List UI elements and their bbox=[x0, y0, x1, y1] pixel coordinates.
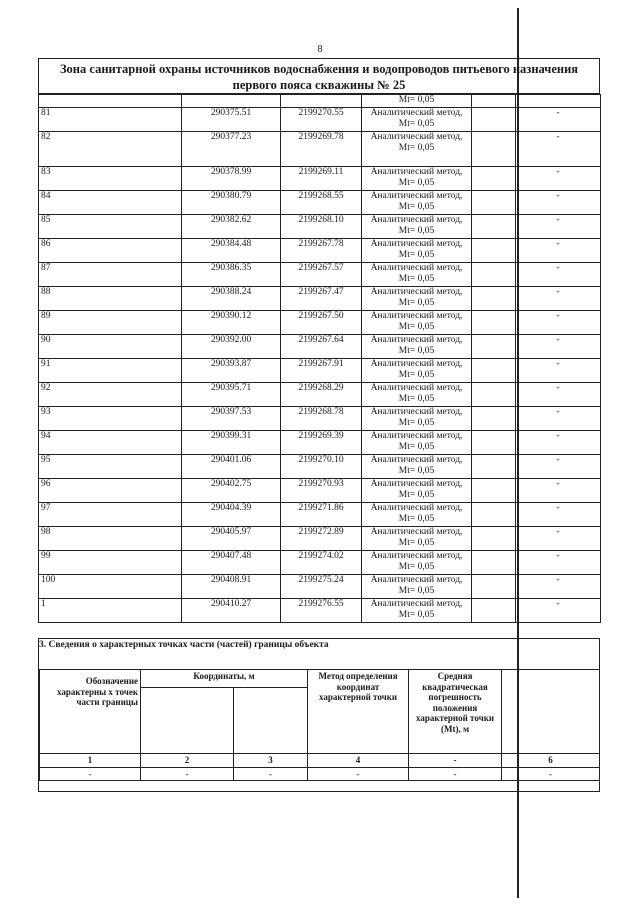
cell-method bbox=[362, 286, 472, 310]
cell-empty bbox=[472, 598, 516, 622]
table-row bbox=[39, 502, 601, 526]
cell-empty bbox=[472, 131, 516, 166]
table-row bbox=[39, 131, 601, 166]
method-line1: Аналитический метод, bbox=[370, 574, 463, 585]
cell-num: 90 bbox=[39, 334, 182, 358]
cell-method bbox=[362, 550, 472, 574]
cell-num: 82 bbox=[39, 131, 182, 166]
cell-x: 290378.99 bbox=[182, 166, 281, 190]
cell-y: 2199268.78 bbox=[281, 406, 362, 430]
table-row bbox=[39, 107, 601, 131]
cell-dash: - bbox=[516, 574, 601, 598]
method-line1: Аналитический метод, bbox=[370, 310, 463, 321]
cell-dash: - bbox=[516, 310, 601, 334]
method-line1: Аналитический метод, bbox=[370, 262, 463, 273]
cell-dash: - bbox=[516, 107, 601, 131]
cell-x: 290377.23 bbox=[182, 131, 281, 166]
cell-y: 2199267.47 bbox=[281, 286, 362, 310]
cell-method bbox=[362, 406, 472, 430]
cell-y: 2199276.55 bbox=[281, 598, 362, 622]
cell-dash: - bbox=[516, 131, 601, 166]
cell-y: 2199267.91 bbox=[281, 358, 362, 382]
cell-num: 91 bbox=[39, 358, 182, 382]
cell-empty bbox=[472, 262, 516, 286]
cell-num: 86 bbox=[39, 238, 182, 262]
method-line2: Мt= 0,05 bbox=[398, 370, 435, 380]
method-line1: Аналитический метод, bbox=[370, 478, 463, 489]
cell-empty bbox=[472, 574, 516, 598]
method-line2: Мt= 0,05 bbox=[398, 250, 435, 260]
method-line1: Аналитический метод, bbox=[370, 131, 463, 142]
method-line2: Мt= 0,05 bbox=[398, 562, 435, 572]
cell-method bbox=[362, 358, 472, 382]
value-dash: - bbox=[40, 767, 141, 781]
cell-y: 2199267.78 bbox=[281, 238, 362, 262]
cell-x: 290410.27 bbox=[182, 598, 281, 622]
method-line1: Аналитический метод, bbox=[370, 430, 463, 441]
column-number: - bbox=[409, 754, 502, 768]
table-row bbox=[39, 454, 601, 478]
cell-num: 98 bbox=[39, 526, 182, 550]
cell-method bbox=[362, 131, 472, 166]
table-row bbox=[39, 334, 601, 358]
table-row-top bbox=[39, 95, 601, 108]
cell-empty bbox=[472, 430, 516, 454]
cell-num: 100 bbox=[39, 574, 182, 598]
table-row bbox=[39, 214, 601, 238]
cell-empty bbox=[472, 550, 516, 574]
table-row bbox=[39, 574, 601, 598]
table-row bbox=[39, 286, 601, 310]
cell-method bbox=[362, 262, 472, 286]
header-coordinates: Координаты, м bbox=[141, 670, 308, 688]
cell-y: 2199268.29 bbox=[281, 382, 362, 406]
cell-x: 290407.48 bbox=[182, 550, 281, 574]
method-line2: Мt= 0,05 bbox=[398, 610, 435, 620]
cell-empty bbox=[472, 166, 516, 190]
method-line2: Мt= 0,05 bbox=[398, 586, 435, 596]
method-line1: Аналитический метод, bbox=[370, 502, 463, 513]
cell-x: 290390.12 bbox=[182, 310, 281, 334]
table-row bbox=[39, 262, 601, 286]
cell-y: 2199268.10 bbox=[281, 214, 362, 238]
value-dash: - bbox=[409, 767, 502, 781]
cell-empty bbox=[472, 478, 516, 502]
cell-y: 2199269.39 bbox=[281, 430, 362, 454]
document-title: Зона санитарной охраны источников водоснабжения и водопроводов питьевого назначения первого пояса скважины № 25 bbox=[38, 58, 600, 94]
column-numbers-row bbox=[40, 754, 600, 768]
cell-dash: - bbox=[516, 406, 601, 430]
cell-y: 2199269.11 bbox=[281, 166, 362, 190]
value-dash: - bbox=[502, 767, 600, 781]
section3-title: 3. Сведения о характерных точках части (частей) границы объекта bbox=[39, 640, 329, 650]
table-row bbox=[39, 310, 601, 334]
column-number: 2 bbox=[141, 754, 234, 768]
table-row bbox=[39, 478, 601, 502]
cell-method bbox=[362, 382, 472, 406]
header-y bbox=[234, 688, 308, 754]
cell-x: 290393.87 bbox=[182, 358, 281, 382]
cell-num: 87 bbox=[39, 262, 182, 286]
cell-x: 290402.75 bbox=[182, 478, 281, 502]
cell-empty bbox=[472, 107, 516, 131]
cell-dash: - bbox=[516, 502, 601, 526]
cell-empty bbox=[472, 286, 516, 310]
cell-dash: - bbox=[516, 478, 601, 502]
cell-dash bbox=[516, 95, 601, 108]
cell-y: 2199270.10 bbox=[281, 454, 362, 478]
cell-x: 290405.97 bbox=[182, 526, 281, 550]
points-table-body bbox=[39, 95, 601, 623]
cell-dash: - bbox=[516, 286, 601, 310]
header-designation: Обозначение характерны х точек части границы bbox=[40, 670, 141, 754]
table-row bbox=[39, 598, 601, 622]
method-line2: Мt= 0,05 bbox=[398, 202, 435, 212]
cell-empty bbox=[472, 406, 516, 430]
table-row bbox=[39, 190, 601, 214]
cell-num: 94 bbox=[39, 430, 182, 454]
cell-dash: - bbox=[516, 166, 601, 190]
method-line1: Аналитический метод, bbox=[370, 214, 463, 225]
cell-y: 2199275.24 bbox=[281, 574, 362, 598]
table-row bbox=[39, 430, 601, 454]
cell-empty bbox=[472, 526, 516, 550]
cell-num: 96 bbox=[39, 478, 182, 502]
table-row bbox=[39, 358, 601, 382]
cell-empty bbox=[472, 502, 516, 526]
cell-empty bbox=[472, 238, 516, 262]
cell-empty bbox=[472, 310, 516, 334]
cell-method: Мt= 0,05 bbox=[362, 95, 472, 108]
method-line1: Аналитический метод, bbox=[370, 166, 463, 177]
method-line1: Аналитический метод, bbox=[370, 454, 463, 465]
method-line2: Мt= 0,05 bbox=[398, 298, 435, 308]
cell-y bbox=[281, 95, 362, 108]
method-line1: Аналитический метод, bbox=[370, 598, 463, 609]
cell-y: 2199269.78 bbox=[281, 131, 362, 166]
table-row bbox=[39, 526, 601, 550]
cell-x bbox=[182, 95, 281, 108]
column-number: 4 bbox=[308, 754, 409, 768]
cell-dash: - bbox=[516, 238, 601, 262]
cell-x: 290386.35 bbox=[182, 262, 281, 286]
points-table bbox=[38, 94, 601, 623]
cell-num: 1 bbox=[39, 598, 182, 622]
header-x bbox=[141, 688, 234, 754]
method-line2: Мt= 0,05 bbox=[398, 226, 435, 236]
cell-num: 99 bbox=[39, 550, 182, 574]
cell-x: 290375.51 bbox=[182, 107, 281, 131]
cell-empty bbox=[472, 382, 516, 406]
cell-method bbox=[362, 310, 472, 334]
section3 bbox=[38, 638, 600, 792]
cell-num: 93 bbox=[39, 406, 182, 430]
cell-y: 2199271.86 bbox=[281, 502, 362, 526]
cell-num: 97 bbox=[39, 502, 182, 526]
method-line1: Аналитический метод, bbox=[370, 550, 463, 561]
header-error: Средняя квадратическая погрешность положения характерной точки (Мt), м bbox=[409, 670, 502, 754]
cell-num: 88 bbox=[39, 286, 182, 310]
method-line2: Мt= 0,05 bbox=[398, 274, 435, 284]
cell-empty bbox=[472, 190, 516, 214]
cell-empty bbox=[472, 454, 516, 478]
method-line1: Аналитический метод, bbox=[370, 358, 463, 369]
method-line1: Аналитический метод, bbox=[370, 526, 463, 537]
table-row bbox=[39, 166, 601, 190]
table-row bbox=[39, 406, 601, 430]
method-line1: Аналитический метод, bbox=[370, 190, 463, 201]
cell-num: 84 bbox=[39, 190, 182, 214]
method-line2: Мt= 0,05 bbox=[398, 418, 435, 428]
method-line1: Аналитический метод, bbox=[370, 286, 463, 297]
method-line2: Мt= 0,05 bbox=[398, 514, 435, 524]
value-dash: - bbox=[141, 767, 234, 781]
cell-dash: - bbox=[516, 598, 601, 622]
cell-dash: - bbox=[516, 334, 601, 358]
cell-num: 92 bbox=[39, 382, 182, 406]
cell-dash: - bbox=[516, 382, 601, 406]
cell-dash: - bbox=[516, 358, 601, 382]
section3-table bbox=[39, 669, 600, 781]
cell-num bbox=[39, 95, 182, 108]
header-empty bbox=[502, 670, 600, 754]
cell-dash: - bbox=[516, 214, 601, 238]
method-line2: Мt= 0,05 bbox=[398, 322, 435, 332]
method-line2: Мt= 0,05 bbox=[398, 466, 435, 476]
cell-dash: - bbox=[516, 550, 601, 574]
method-line2: Мt= 0,05 bbox=[398, 143, 435, 153]
cell-num: 89 bbox=[39, 310, 182, 334]
method-line1: Аналитический метод, bbox=[370, 107, 463, 118]
cell-method bbox=[362, 454, 472, 478]
cell-dash: - bbox=[516, 526, 601, 550]
cell-y: 2199267.50 bbox=[281, 310, 362, 334]
cell-y: 2199274.02 bbox=[281, 550, 362, 574]
cell-x: 290397.53 bbox=[182, 406, 281, 430]
cell-empty bbox=[472, 214, 516, 238]
cell-dash: - bbox=[516, 454, 601, 478]
cell-x: 290380.79 bbox=[182, 190, 281, 214]
cell-dash: - bbox=[516, 430, 601, 454]
method-line2: Мt= 0,05 bbox=[398, 178, 435, 188]
cell-y: 2199268.55 bbox=[281, 190, 362, 214]
cell-method bbox=[362, 107, 472, 131]
table-row bbox=[39, 382, 601, 406]
cell-num: 85 bbox=[39, 214, 182, 238]
column-number: 6 bbox=[502, 754, 600, 768]
cell-method bbox=[362, 478, 472, 502]
cell-x: 290408.91 bbox=[182, 574, 281, 598]
cell-method bbox=[362, 238, 472, 262]
cell-num: 83 bbox=[39, 166, 182, 190]
cell-method bbox=[362, 598, 472, 622]
cell-empty bbox=[472, 334, 516, 358]
cell-x: 290388.24 bbox=[182, 286, 281, 310]
cell-x: 290404.39 bbox=[182, 502, 281, 526]
column-number: 1 bbox=[40, 754, 141, 768]
cell-dash: - bbox=[516, 190, 601, 214]
cell-num: 95 bbox=[39, 454, 182, 478]
values-row bbox=[40, 767, 600, 781]
page-number: 8 bbox=[317, 44, 323, 55]
method-line2: Мt= 0,05 bbox=[398, 394, 435, 404]
cell-method bbox=[362, 526, 472, 550]
method-line2: Мt= 0,05 bbox=[398, 442, 435, 452]
cell-method bbox=[362, 190, 472, 214]
method-line2: Мt= 0,05 bbox=[398, 538, 435, 548]
method-line1: Аналитический метод, bbox=[370, 334, 463, 345]
cell-method bbox=[362, 166, 472, 190]
method-line2: Мt= 0,05 bbox=[398, 490, 435, 500]
header-method: Метод определения координат характерной точки bbox=[308, 670, 409, 754]
cell-method bbox=[362, 430, 472, 454]
cell-num: 81 bbox=[39, 107, 182, 131]
cell-y: 2199270.93 bbox=[281, 478, 362, 502]
cell-y: 2199272.89 bbox=[281, 526, 362, 550]
method-line1: Аналитический метод, bbox=[370, 382, 463, 393]
cell-empty bbox=[472, 95, 516, 108]
value-dash: - bbox=[234, 767, 308, 781]
cell-dash: - bbox=[516, 262, 601, 286]
cell-method bbox=[362, 574, 472, 598]
cell-x: 290399.31 bbox=[182, 430, 281, 454]
cell-x: 290392.00 bbox=[182, 334, 281, 358]
cell-x: 290395.71 bbox=[182, 382, 281, 406]
cell-method bbox=[362, 214, 472, 238]
value-dash: - bbox=[308, 767, 409, 781]
cell-y: 2199267.57 bbox=[281, 262, 362, 286]
cell-x: 290401.06 bbox=[182, 454, 281, 478]
cell-method bbox=[362, 334, 472, 358]
table-row bbox=[39, 550, 601, 574]
table-row bbox=[39, 238, 601, 262]
cell-x: 290382.62 bbox=[182, 214, 281, 238]
cell-x: 290384.48 bbox=[182, 238, 281, 262]
method-line1: Аналитический метод, bbox=[370, 406, 463, 417]
cell-empty bbox=[472, 358, 516, 382]
column-number: 3 bbox=[234, 754, 308, 768]
method-line2: Мt= 0,05 bbox=[398, 346, 435, 356]
cell-y: 2199270.55 bbox=[281, 107, 362, 131]
method-line2: Мt= 0,05 bbox=[398, 119, 435, 129]
cell-y: 2199267.64 bbox=[281, 334, 362, 358]
method-line1: Аналитический метод, bbox=[370, 238, 463, 249]
cell-method bbox=[362, 502, 472, 526]
